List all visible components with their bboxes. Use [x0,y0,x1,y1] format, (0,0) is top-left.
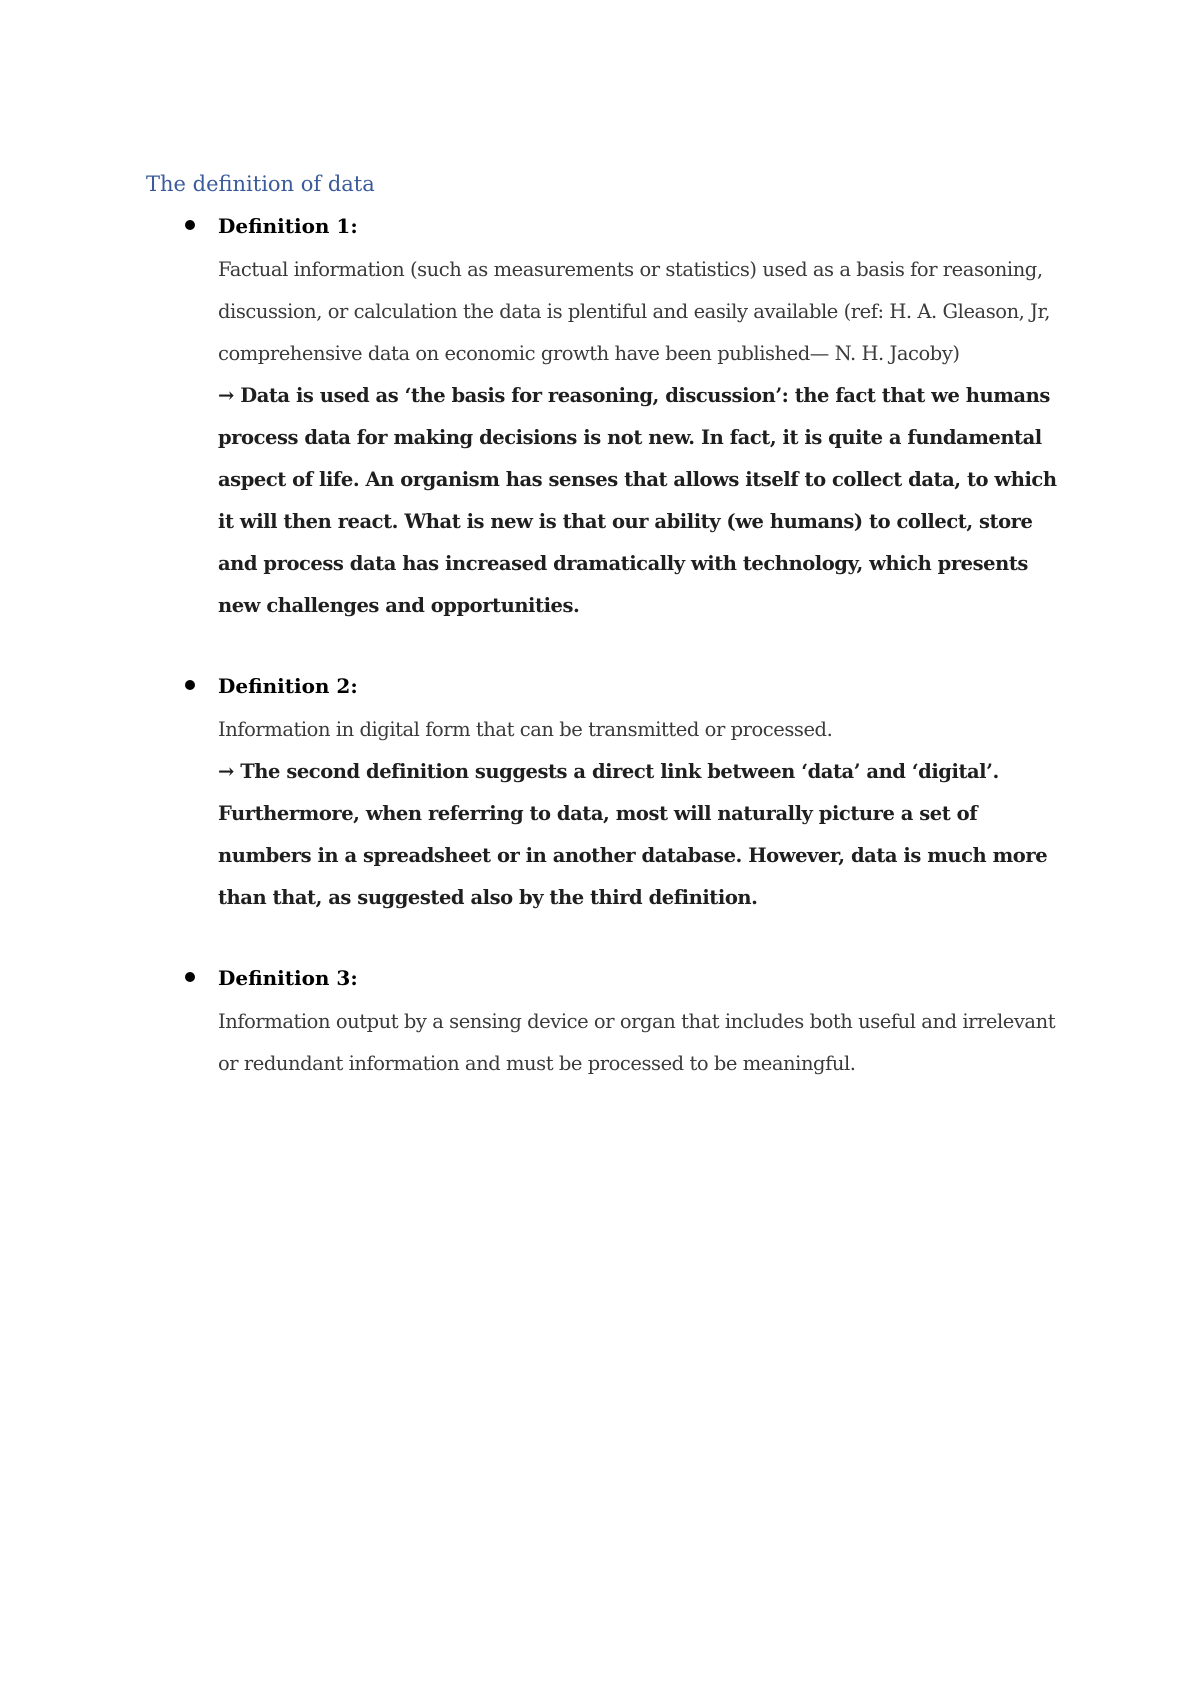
definition-comment-text: The second definition suggests a direct link between ‘data’ and ‘digital’. Furthermore, when referring to data, most will naturally picture a set of numbers in a spreadsheet or in another database. However, data is much more than that, as suggested also by the third definition. [218,760,1048,909]
bullet-icon [185,972,195,982]
arrow-right-icon: → [218,384,234,407]
arrow-right-icon: → [218,760,234,783]
definition-comment [218,751,1066,919]
definition-comment-text: Data is used as ‘the basis for reasoning, discussion’: the fact that we humans process data for making decisions is not new. In fact, it is quite a fundamental aspect of life. An organism has senses that allows itself to collect data, to which it will then react. What is new is that our ability (we humans) to collect, store and process data has increased dramatically with technology, which presents new challenges and opportunities. [218,384,1057,617]
definition-text: Factual information (such as measurements or statistics) used as a basis for reasoning, discussion, or calculation the data is plentiful and easily available (ref: H. A. Gleason, Jr, comprehensive data on economic growth have been published— N. H. Jacoby) [218,258,1051,365]
definition-heading: Definition 2: [218,674,358,698]
bullet-icon [185,220,195,230]
bullet-icon [185,680,195,690]
definition-item-3 [218,963,1066,1085]
definition-heading: Definition 3: [218,966,358,990]
definition-item-2 [218,671,1066,919]
document-title: The definition of data [146,172,375,196]
definition-text: Information output by a sensing device or organ that includes both useful and irrelevant or redundant information and must be processed to be meaningful. [218,1010,1056,1075]
definition-comment [218,375,1066,627]
definition-item-1 [218,211,1066,627]
definition-heading: Definition 1: [218,214,358,238]
definition-text: Information in digital form that can be transmitted or processed. [218,718,833,741]
